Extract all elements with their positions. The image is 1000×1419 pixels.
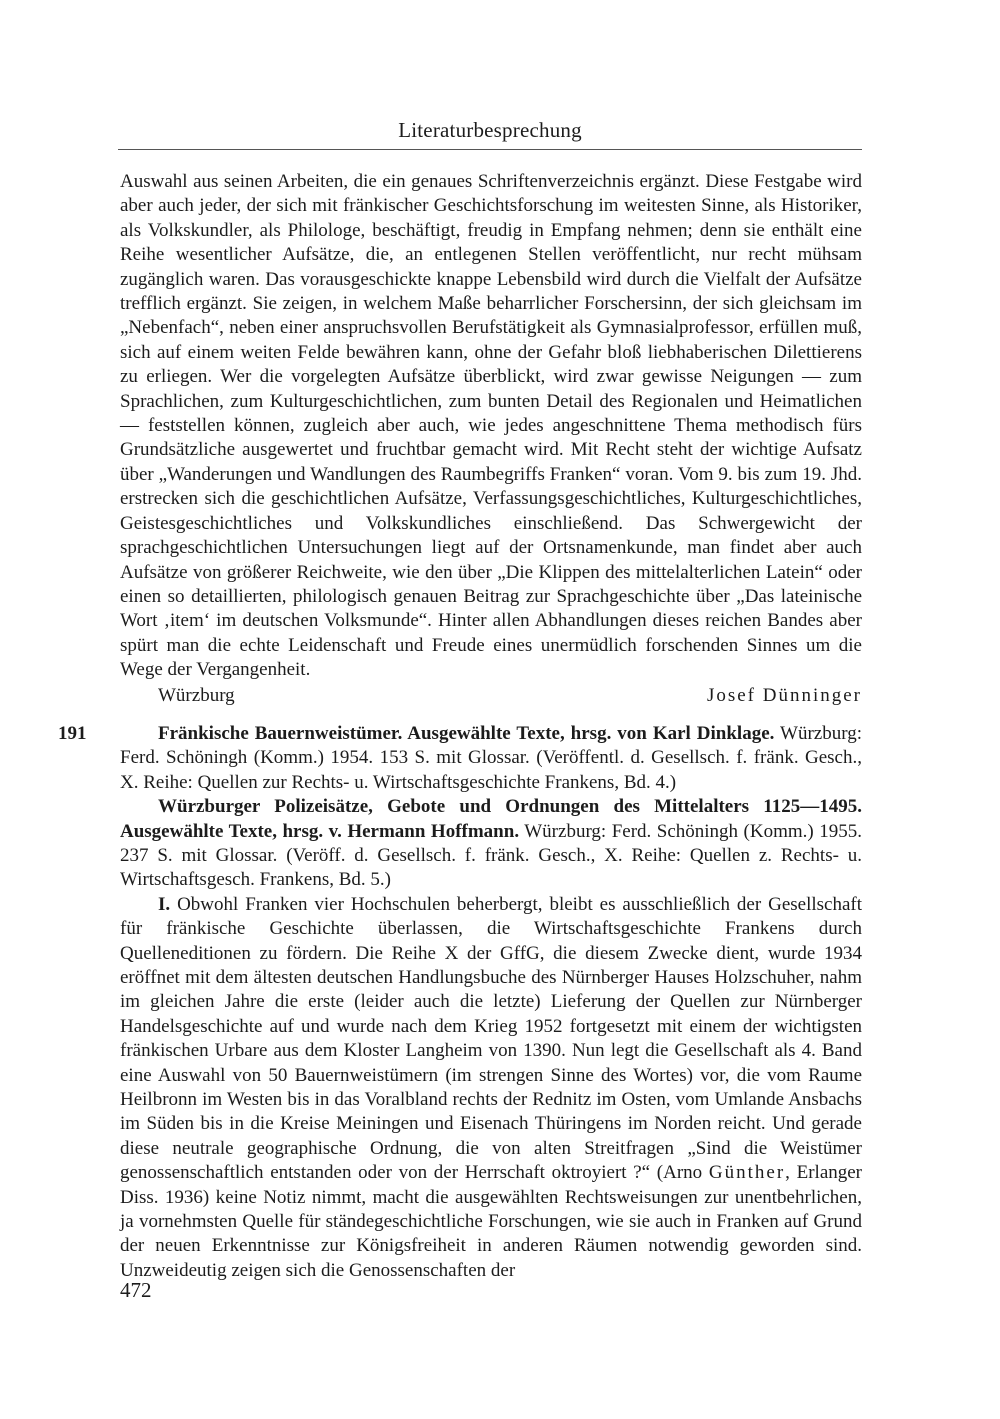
review-body-paragraph xyxy=(120,893,862,1284)
cited-author: Günther xyxy=(708,1162,786,1184)
review-continuation-paragraph: Auswahl aus seinen Arbeiten, die ein genaues Schriftenverzeichnis ergänzt. Diese Festgabe wird aber auch jeder, der sich mit fränkischer Geschichtsforschung im weitesten Sinne, als Historiker, als Volkskundler, als Philologe, beschäftigt, freudig in Empfang nehmen; denn sie enthält eine Reihe wesentlicher Aufsätze, die, an entlegenen Stellen veröffentlicht, nur recht mühsam zugänglich waren. Das vorausgeschickte knappe Lebensbild wird durch die Vielfalt der Aufsätze trefflich ergänzt. Sie zeigen, in welchem Maße beharrlicher Forschersinn, der sich gleichsam im „Nebenfach“, neben einer anspruchsvollen Berufstätigkeit als Gymnasialprofessor, erfüllen muß, sich auf einem weiten Felde bewähren kann, ohne der Gefahr bloß liebhaberischen Dilettierens zu erliegen. Wer die vorgelegten Aufsätze überblickt, wird zwar gewisse Neigungen — zum Sprachlichen, zum Kulturgeschichtlichen, zum bunten Detail des Regionalen und Heimatlichen — feststellen können, zugleich aber auch, wie jedes angeschnittene Thema methodisch fürs Grundsätzliche ausgewertet und fruchtbar gemacht wird. Mit Recht steht der wichtige Aufsatz über „Wanderungen und Wandlungen des Raumbegriffs Franken“ voran. Vom 9. bis zum 19. Jhd. erstrecken sich die geschichtlichen Aufsätze, Verfassungsgeschichtliches, Kulturgeschichtliches, Geistesgeschichtliches und Volkskundliches einschließend. Das Schwergewicht der sprachgeschichtlichen Untersuchungen liegt auf der Ortsnamenkunde, man findet aber auch Aufsätze von größerer Reichweite, wie den über „Die Klippen des mittelalterlichen Latein“ oder einen so detaillierten, philologisch genauen Beitrag zur Sprachgeschichte über „Das lateinische Wort ‚item‘ im deutschen Volksmunde“. Hinter allen Abhandlungen dieses reichen Bandes aber spürt man die echte Leidenschaft und Freude eines unermüdlich forschenden Sinnes um die Wege der Vergangenheit. xyxy=(120,171,862,681)
book1-title: Fränkische Bauernweistümer. Ausgewählte Texte, hrsg. von Karl Dinklage. xyxy=(158,722,775,744)
book2-details: Würzburg: Ferd. Schöningh (Komm.) 1955. 237 S. mit Glossar. (Veröff. d. Gesellsch. f. fränk. Gesch., X. Reihe: Quellen z. Rechts- u. Wirtschaftsgesch. Frankens, Bd. 5.) xyxy=(120,820,862,891)
section-mark: I. xyxy=(158,893,171,915)
review-text-part-b: , Erlanger Diss. 1936) keine Notiz nimmt, macht die ausgewählten Rechtsweisungen zur unentbehrlichen, ja vornehmsten Quelle für ständegeschichtliche Forschungen, wie sie auch in Franken auf Grund der neuen Erkenntnisse zur Königsfreiheit in anderen Räumen notwendig geworden sind. Unzweideutig zeigen sich die Genossenschaften der xyxy=(120,1162,863,1281)
page-number: 472 xyxy=(120,1278,152,1302)
review-place: Würzburg xyxy=(158,684,235,706)
book1-details: Würzburg: Ferd. Schöningh (Komm.) 1954. 153 S. mit Glossar. (Veröffentl. d. Gesellsch. f. fränk. Gesch., X. Reihe: Quellen zur Rechts- u. Wirtschaftsgeschichte Frankens, Bd. 4.) xyxy=(120,722,862,793)
review-entry-191 xyxy=(58,722,863,1283)
entry-number: 191 xyxy=(58,722,87,744)
bibliography-entry-2 xyxy=(120,795,862,893)
running-head: Literaturbesprechung xyxy=(398,118,582,142)
header-rule xyxy=(118,149,862,150)
book2-title: Würzburger Polizeisätze, Gebote und Ordnungen des Mittelalters 1125—1495. Ausgewählte Texte, hrsg. v. Hermann Hoffmann. xyxy=(120,796,862,842)
bibliography-entry-1 xyxy=(120,722,862,795)
reviewer-name: Josef Dünninger xyxy=(706,684,862,706)
main-text xyxy=(58,170,863,1283)
review-signature xyxy=(120,684,862,708)
review-text-part-a: Obwohl Franken vier Hochschulen beherbergt, bleibt es ausschließlich der Gesellschaft für fränkische Geschichte überlassen, die Wirtschaftsgeschichte Frankens durch Quelleneditionen zu fördern. Die Reihe X der GffG, die diesem Zwecke dient, wurde 1934 eröffnet mit dem ältesten deutschen Handlungsbuche des Nürnberger Hauses Holzschuher, nahm im gleichen Jahre die erste (leider auch die letzte) Lieferung der Quellen zur Nürnberger Handelsgeschichte auf und wurde nach dem Krieg 1952 fortgesetzt mit einem der wichtigsten fränkischen Urbare aus dem Kloster Langheim von 1390. Nun legt die Gesellschaft als 4. Band eine Auswahl von 50 Bauernweistümern (im strengen Sinne des Wortes) vor, die vom Raume Heilbronn im Westen bis in das Voralbland rechts der Rednitz im Osten, vom Umlande Ansbachs im Süden bis in die Kreise Meiningen und Eisenach Thüringens im Norden reicht. Und gerade diese neutrale geographische Ordnung, die von alten Streitfragen „Sind die Weistümer genossenschaftlich entstanden oder von der Herrschaft oktroyiert ?“ (Arno xyxy=(120,893,862,1184)
